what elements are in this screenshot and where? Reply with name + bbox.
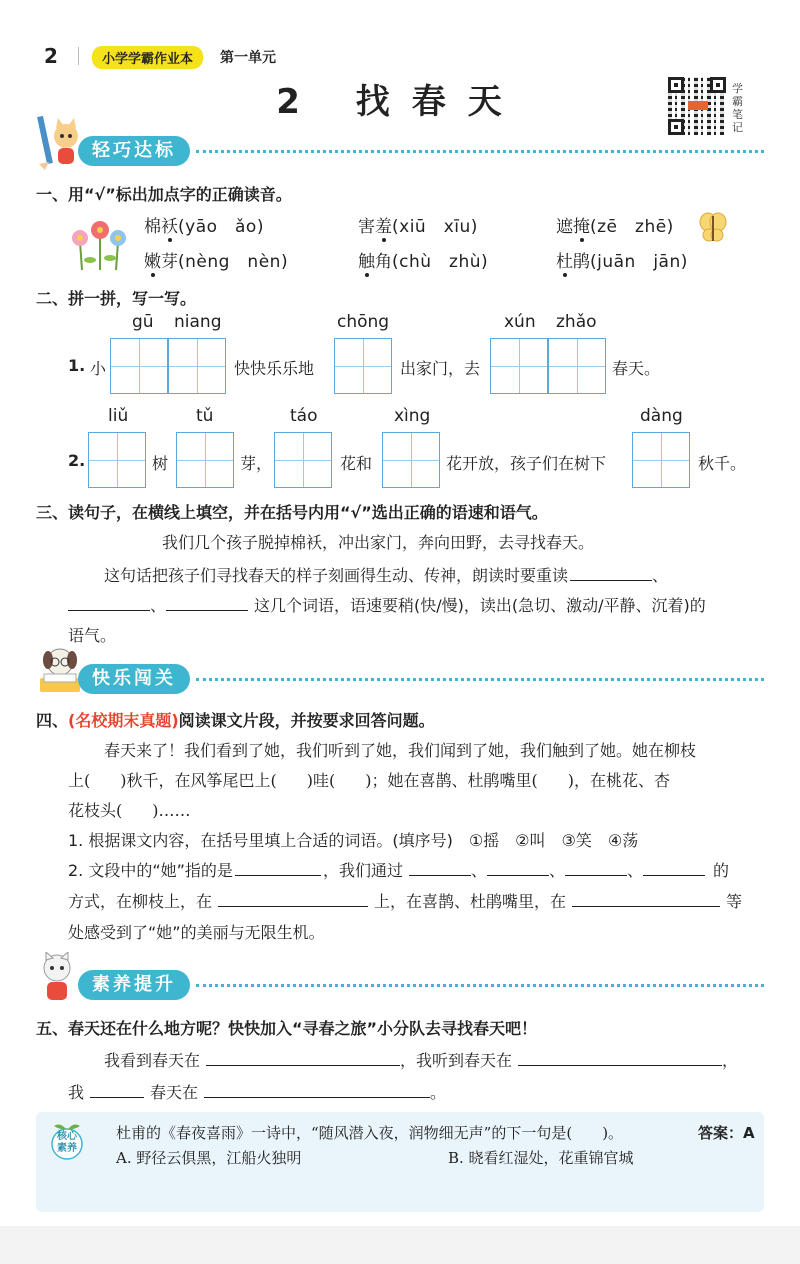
section-divider xyxy=(196,678,764,681)
q3-para-2: 、 这几个词语，语速要稍(快/慢)，读出(急切、激动/平静、沉着)的 xyxy=(68,593,706,616)
q2-line1-num: 1. xyxy=(68,356,86,375)
q3-para-3: 语气。 xyxy=(68,626,117,645)
q4-passage-1: 春天来了！我们看到了她，我们听到了她，我们闻到了她，我们触到了她。她在柳枝 xyxy=(104,741,697,760)
section-badge-literacy: 素养提升 xyxy=(78,970,190,1000)
q1-item-5: 触角(chù zhù) xyxy=(358,247,488,272)
answer-blank[interactable] xyxy=(166,596,248,611)
page-number: 2 xyxy=(44,44,58,68)
qr-code-icon[interactable] xyxy=(668,77,726,135)
q5-heading: 五、春天还在什么地方呢？快快加入“寻春之旅”小分队去寻找春天吧！ xyxy=(36,1019,538,1038)
q5-line-2: 我 春天在 。 xyxy=(68,1083,447,1102)
answer-blank[interactable] xyxy=(570,566,652,581)
q2-line1-end: 春天。 xyxy=(612,359,661,378)
q3-heading: 三、读句子，在横线上填空，并在括号内用“√”选出正确的语速和语气。 xyxy=(36,503,548,522)
q2-line1-mid2: 出家门，去 xyxy=(400,359,481,378)
exam-tag: (名校期末真题) xyxy=(68,711,179,730)
answer-blank[interactable] xyxy=(235,861,321,876)
q1-item-3: 遮掩(zē zhē) xyxy=(556,212,674,237)
q4-sub-2-line3: 处感受到了“她”的美丽与无限生机。 xyxy=(68,923,325,942)
core-question: 杜甫的《春夜喜雨》一诗中，“随风潜入夜，润物细无声”的下一句是( )。 xyxy=(116,1124,624,1142)
pinyin-xing: xìng xyxy=(394,406,431,426)
q2-line2-num: 2. xyxy=(68,451,86,470)
core-answer: 答案：A xyxy=(698,1124,755,1142)
writing-grid-liu[interactable] xyxy=(88,432,146,488)
answer-blank[interactable] xyxy=(518,1051,722,1066)
core-option-b: B. 晓看红湿处，花重锦官城 xyxy=(448,1149,634,1167)
answer-blank[interactable] xyxy=(565,861,627,876)
q1-item-4: 嫩芽(nèng nèn) xyxy=(144,247,288,272)
butterfly-icon xyxy=(698,210,728,244)
pinyin-tu: tǔ xyxy=(196,406,214,426)
unit-label: 第一单元 xyxy=(220,50,276,66)
pinyin-niang: niang xyxy=(174,312,222,332)
pinyin-liu: liǔ xyxy=(108,406,129,426)
page-bottom-margin xyxy=(0,1226,800,1264)
q2-line1-mid1: 快快乐乐地 xyxy=(234,359,315,378)
q2-line2-t1: 树 xyxy=(152,454,169,473)
answer-blank[interactable] xyxy=(90,1083,144,1098)
pinyin-tao: táo xyxy=(290,406,318,426)
q1-heading: 一、用“√”标出加点字的正确读音。 xyxy=(36,185,292,204)
pinyin-chong: chōng xyxy=(337,312,390,332)
writing-grid-tao[interactable] xyxy=(274,432,332,488)
pinyin-xun: xún xyxy=(504,312,536,332)
q4-sub-2-line1: 2. 文段中的“她”指的是 ，我们通过 、 、 、 的 xyxy=(68,861,730,880)
header-divider xyxy=(78,47,79,65)
flowers-icon xyxy=(66,212,132,272)
answer-blank[interactable] xyxy=(206,1051,400,1066)
answer-blank[interactable] xyxy=(572,892,720,907)
page-title: 2 找春天 xyxy=(276,82,524,122)
pinyin-zhao: zhǎo xyxy=(556,312,597,332)
pinyin-dang: dàng xyxy=(640,406,683,426)
writing-grid-xunzhao[interactable] xyxy=(490,338,606,394)
q1-item-1: 棉袄(yāo ǎo) xyxy=(144,212,264,237)
section-divider xyxy=(196,150,764,153)
dog-reading-icon xyxy=(34,646,86,696)
q1-item-2: 害羞(xiū xīu) xyxy=(358,212,478,237)
core-option-a: A. 野径云俱黑，江船火独明 xyxy=(116,1149,302,1167)
q2-line2-t3: 花和 xyxy=(340,454,373,473)
cat-character-icon xyxy=(34,952,80,1004)
brand-badge: 小学学霸作业本 xyxy=(92,46,203,69)
answer-blank[interactable] xyxy=(218,892,368,907)
answer-blank[interactable] xyxy=(643,861,705,876)
answer-blank[interactable] xyxy=(68,596,150,611)
writing-grid-guniang[interactable] xyxy=(110,338,226,394)
section-divider xyxy=(196,984,764,987)
q4-sub-2-line2: 方式，在柳枝上，在 上，在喜鹊、杜鹃嘴里，在 等 xyxy=(68,892,743,911)
q3-quote: 我们几个孩子脱掉棉袄，冲出家门，奔向田野，去寻找春天。 xyxy=(162,533,595,552)
section-badge-basic: 轻巧达标 xyxy=(78,136,190,166)
q2-heading: 二、拼一拼，写一写。 xyxy=(36,289,197,308)
writing-grid-tu[interactable] xyxy=(176,432,234,488)
q4-sub-1: 1. 根据课文内容，在括号里填上合适的词语。(填序号) ①摇 ②叫 ③笑 ④荡 xyxy=(68,831,639,850)
answer-blank[interactable] xyxy=(204,1083,430,1098)
core-literacy-label: 核心素养 xyxy=(57,1131,77,1154)
pinyin-gu: gū xyxy=(132,312,154,332)
writing-grid-chong[interactable] xyxy=(334,338,392,394)
answer-blank[interactable] xyxy=(409,861,471,876)
q3-para-1: 这句话把孩子们寻找春天的样子刻画得生动、传神，朗读时要重读 、 xyxy=(104,566,669,585)
q4-heading: 四、(名校期末真题)阅读课文片段，并按要求回答问题。 xyxy=(36,711,435,730)
qr-note: 学霸笔记 xyxy=(732,82,743,134)
q2-line1-pre: 小 xyxy=(90,359,107,378)
q2-line2-t4: 花开放，孩子们在树下 xyxy=(446,454,607,473)
q2-line2-t2: 芽， xyxy=(240,454,273,473)
answer-blank[interactable] xyxy=(487,861,549,876)
q4-passage-2: 上( )秋千，在风筝尾巴上( )哇( )；她在喜鹊、杜鹃嘴里( )，在桃花、杏 xyxy=(68,771,670,790)
q4-passage-3: 花枝头( )…… xyxy=(68,801,191,820)
q1-item-6: 杜鹃(juān jān) xyxy=(556,247,688,272)
writing-grid-xing[interactable] xyxy=(382,432,440,488)
q5-line-1: 我看到春天在 ，我听到春天在 ， xyxy=(104,1051,739,1070)
writing-grid-dang[interactable] xyxy=(632,432,690,488)
section-badge-practice: 快乐闯关 xyxy=(78,664,190,694)
cat-pencil-icon xyxy=(34,112,84,170)
q2-line2-t5: 秋千。 xyxy=(698,454,747,473)
